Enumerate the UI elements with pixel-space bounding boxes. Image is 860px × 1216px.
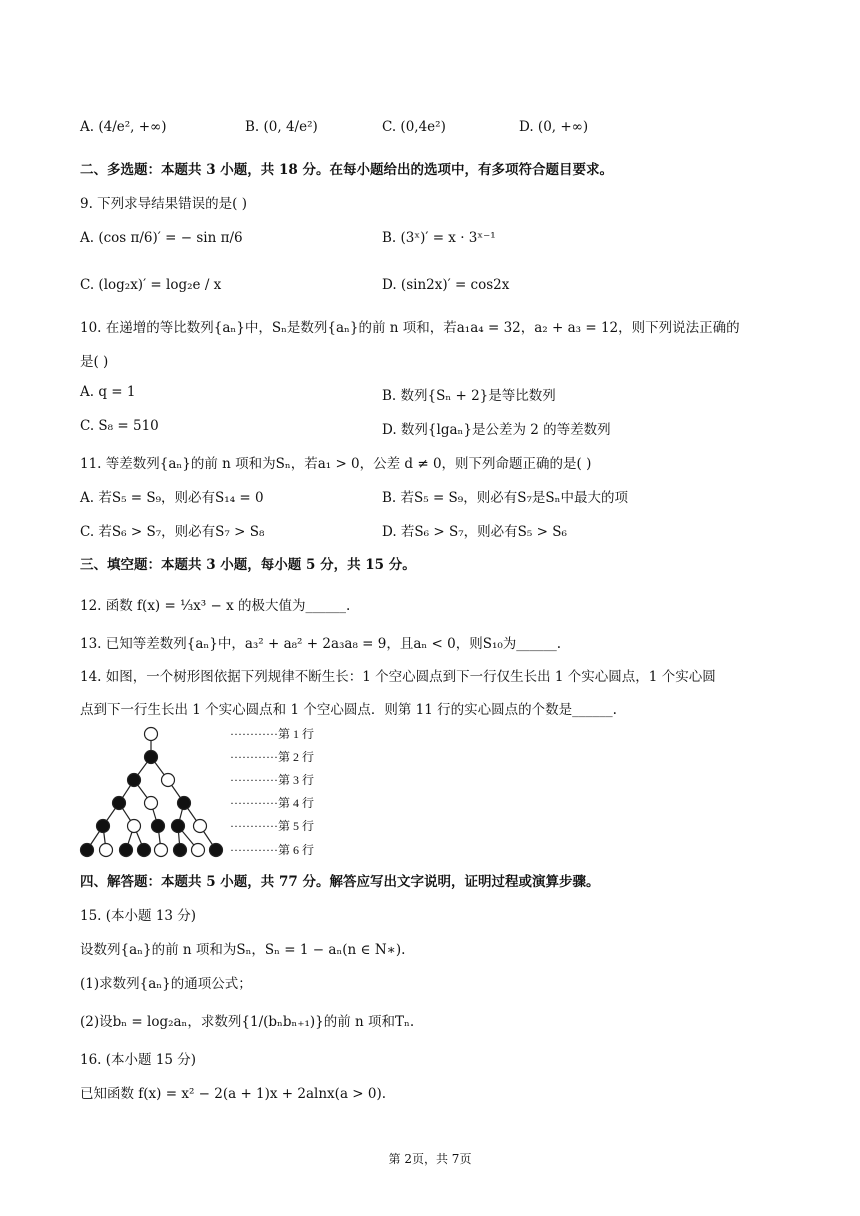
tree-row-label: 第 6 行 <box>277 843 314 857</box>
q13: 13. 已知等差数列{aₙ}中，a₃² + a₈² + 2a₃a₈ = 9，且aₙ < 0，则S₁₀为______. <box>80 636 562 652</box>
q11-option-c: C. 若S₆ > S₇，则必有S₇ > S₈ <box>80 524 265 540</box>
q11-stem: 11. 等差数列{aₙ}的前 n 项和为Sₙ，若a₁ > 0，公差 d ≠ 0，则下列命题正确的是( ) <box>80 456 592 472</box>
svg-text:············第 4 行: ············第 4 行 <box>230 796 314 810</box>
q11-option-d: D. 若S₆ > S₇，则必有S₅ > S₆ <box>382 524 567 540</box>
q8-option-a: A. (4/e², +∞) <box>80 119 167 135</box>
tree-diagram <box>76 724 336 864</box>
section4-heading: 四、解答题：本题共 5 小题，共 77 分。解答应写出文字说明，证明过程或演算步骤。 <box>80 874 600 890</box>
q9-option-d: D. (sin2x)′ = cos2x <box>382 277 510 293</box>
svg-text:············第 6 行: ············第 6 行 <box>230 843 314 857</box>
q15-part2: (2)设bₙ = log₂aₙ，求数列{1/(bₙbₙ₊₁)}的前 n 项和Tₙ. <box>80 1014 415 1030</box>
q15-part1: (1)求数列{aₙ}的通项公式； <box>80 976 252 992</box>
q10-option-c: C. S₈ = 510 <box>80 418 159 434</box>
q16-title: 16. (本小题 15 分) <box>80 1052 197 1068</box>
svg-text:············第 3 行: ············第 3 行 <box>230 773 314 787</box>
q9-option-c: C. (log₂x)′ = log₂e / x <box>80 277 222 293</box>
q10-stem-line2: 是( ) <box>80 354 109 370</box>
q10-option-d: D. 数列{lgaₙ}是公差为 2 的等差数列 <box>382 422 611 438</box>
q16-stem: 已知函数 f(x) = x² − 2(a + 1)x + 2alnx(a > 0). <box>80 1086 387 1102</box>
page-footer: 第 2页，共 7页 <box>388 1152 472 1166</box>
q10-stem-line1: 10. 在递增的等比数列{aₙ}中，Sₙ是数列{aₙ}的前 n 项和，若a₁a₄ = 32，a₂ + a₃ = 12，则下列说法正确的 <box>80 320 740 336</box>
q9-option-a: A. (cos π/6)′ = − sin π/6 <box>80 230 243 246</box>
q14-line1: 14. 如图，一个树形图依据下列规律不断生长：1 个空心圆点到下一行仅生长出 1 个实心圆点，1 个实心圆 <box>80 669 716 685</box>
q8-option-c: C. (0,4e²) <box>382 119 446 135</box>
q12: 12. 函数 f(x) = ⅓x³ − x 的极大值为______. <box>80 598 351 614</box>
tree-row-label: 第 3 行 <box>277 773 314 787</box>
section2-heading: 二、多选题：本题共 3 小题，共 18 分。在每小题给出的选项中，有多项符合题目要求。 <box>80 162 613 178</box>
q8-option-b: B. (0, 4/e²) <box>245 119 318 135</box>
q10-option-a: A. q = 1 <box>80 384 136 400</box>
q11-option-a: A. 若S₅ = S₉，则必有S₁₄ = 0 <box>80 490 264 506</box>
section3-heading: 三、填空题：本题共 3 小题，每小题 5 分，共 15 分。 <box>80 557 416 573</box>
q10-option-b: B. 数列{Sₙ + 2}是等比数列 <box>382 388 556 404</box>
svg-text:············第 5 行: ············第 5 行 <box>230 819 314 833</box>
tree-row-label: 第 1 行 <box>277 727 314 741</box>
q15-stem: 设数列{aₙ}的前 n 项和为Sₙ，Sₙ = 1 − aₙ(n ∈ N∗). <box>80 942 406 958</box>
svg-text:············第 2 行: ············第 2 行 <box>230 750 314 764</box>
q11-option-b: B. 若S₅ = S₉，则必有S₇是Sₙ中最大的项 <box>382 490 628 506</box>
tree-row-label: 第 2 行 <box>277 750 314 764</box>
q9-option-b: B. (3ˣ)′ = x · 3ˣ⁻¹ <box>382 230 496 246</box>
q15-title: 15. (本小题 13 分) <box>80 908 197 924</box>
q14-line2: 点到下一行生长出 1 个实心圆点和 1 个空心圆点．则第 11 行的实心圆点的个数是______. <box>80 702 617 718</box>
q9-stem: 9. 下列求导结果错误的是( ) <box>80 196 247 212</box>
svg-text:············第 1 行: ············第 1 行 <box>230 727 314 741</box>
tree-row-label: 第 4 行 <box>277 796 314 810</box>
tree-row-label: 第 5 行 <box>277 819 314 833</box>
q8-option-d: D. (0, +∞) <box>519 119 589 135</box>
